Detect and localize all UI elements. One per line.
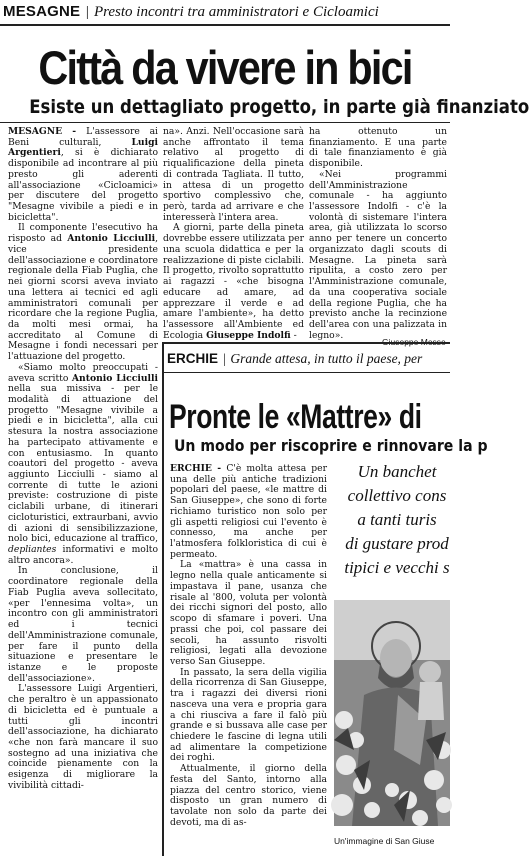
person-name: Luigi Argentieri [8, 136, 158, 159]
dateline: ERCHIE - [170, 463, 227, 474]
subhead-rule [0, 122, 450, 123]
paragraph: «Nei programmi dell'Amministrazione comunale - ha aggiunto l'assessore Indolfi - c'è la volontà di sistemare l'intera area, già utilizzata lo scorso anno per tenere un concerto organizzato dagli scouts di Mesagne. La pineta sarà ripulita, a costo zero per l'Amministrazione comunale, da una cooperativa sociale della regione Puglia, che ha previsto anche la recinzione dell'area con una palizzata in legno». [309, 168, 447, 341]
pull-quote-line: a tanti turis [357, 510, 437, 529]
pull-quote-line: di gustare prod [345, 534, 449, 553]
kicker-rule [164, 372, 450, 373]
person-name: Antonio Licciulli [67, 233, 156, 245]
paragraph: L'assessore Luigi Argentieri, che peraltro è un appassionato di bicicletta ed è puntuale a tutti gli incontri dell'associazione, ha dichiarato «che non farà mancare il suo sostegno ad una iniziativa che coincide pienamente con la esigenza di migliorare la vivibilità cittadi- [8, 683, 158, 791]
pull-quote [332, 460, 462, 580]
kicker-text: Presto incontri tra amministratori e Cicloamici [93, 4, 379, 20]
person-name: Antonio Licciulli [71, 372, 158, 384]
kicker-location: ERCHIE [167, 351, 219, 366]
saint-statue-photo [334, 600, 450, 826]
kicker-text: Grande attesa, in tutto il paese, per [230, 351, 423, 366]
pull-quote-line: Un banchet [357, 462, 437, 481]
article1-kicker [3, 0, 450, 24]
paragraph: ha ottenuto un finanziamento. E una parte di tale finanziamento è già disponibile. [309, 126, 447, 170]
pull-quote-line: tipici e vecchi s [344, 558, 450, 577]
pull-quote-line: collettivo cons [347, 486, 447, 505]
paragraph: In conclusione, il coordinatore regionale della Fiab Puglia aveva sollecitato, «per l'ennesima volta», un incontro con gli amministratori ed i tecnici dell'Amministrazione comunale, per fare il punto della situazione e presentare le istanze e le proposte dell'associazione». [8, 565, 158, 684]
article2-kicker [167, 350, 467, 368]
top-rule [0, 24, 450, 26]
photo-caption: Un'immagine di San Giuse [334, 836, 435, 846]
dateline: MESAGNE - [8, 126, 87, 137]
paragraph: Il componente l'esecutivo ha risposto ad Antonio Licciulli, vice presidente dell'associazione e coordinatore regionale della Fiab Puglia, che nei giorni scorsi aveva inviato una lettera ai tecnici ed agli amministratori comunali per ricordare che la regione Puglia, da molti mesi ormai, ha accreditato al Comune di Mesagne i fondi necessari per l'attuazione del progetto. [8, 222, 158, 363]
article2-box [162, 342, 488, 856]
article1-column-1 [8, 127, 158, 856]
paragraph: La «mattra» è una cassa in legno nella quale anticamente si impastava il pane, usanza che risale al '800, voluta per volontà dei ricchi signori del posto, allo scopo di sfamare i poveri. Una prassi che poi, col passare dei secoli, ha assunto risvolti religiosi, legati alla devozione verso San Giuseppe. [170, 559, 327, 667]
box-rule-left [162, 342, 164, 856]
kicker-location: MESAGNE [3, 3, 81, 20]
kicker-separator: | [85, 4, 90, 20]
article2-headline: Pronte le «Mattre» di [169, 398, 422, 436]
paragraph: Attualmente, il giorno della festa del Santo, intorno alla piazza del centro storico, viene disposto un gran numero di tavolate non solo da parte dei devoti, ma di as- [170, 763, 327, 828]
box-rule-top [162, 342, 450, 344]
article1-column-3 [309, 126, 447, 341]
article2-column [170, 464, 327, 856]
paragraph: ERCHIE - C'è molta attesa per una delle più antiche tradizioni popolari del paese, «le mattre di San Giuseppe», che sono di forte richiamo turistico non solo per gli aspetti religiosi cui l'evento è connesso, ma anche per l'atmosfera folkloristica di cui è permeato. [170, 463, 327, 560]
article1-subhead: Esiste un dettagliato progetto, in parte già finanziato [29, 96, 529, 118]
article1-headline: Città da vivere in bici [38, 41, 412, 94]
person-name: Giuseppe Indolfi [206, 329, 291, 341]
article2-subhead: Un modo per riscoprire e rinnovare la p [174, 436, 488, 455]
paragraph: MESAGNE - L'assessore ai Beni culturali, Luigi Argentieri, si è dichiarato disponibile ad incontrare al più presto gli aderenti all'associazione «Cicloamici» per discutere del progetto "Mesagne vivibile a piedi e in bicicletta". [8, 126, 158, 223]
kicker-separator: | [222, 351, 227, 366]
paragraph: In passato, la sera della vigilia della ricorrenza di San Giuseppe, tra i ragazzi dei diversi rioni nasceva una vera e propria gara a chi riusciva a fare il falò più grande e si bussava alle case per chiedere le fascine di legna utili ad alimentare la competizione dei roghi. [170, 666, 327, 764]
paragraph: na». Anzi. Nell'occasione sarà anche affrontato il tema relativo al progetto di riqualificazione della pineta di contrada Tagliata. Il tutto, in attesa di un progetto sportivo complessivo che, però, tarda ad arrivare e che interesserà l'intera area. [163, 126, 304, 223]
paragraph: A giorni, parte della pineta dovrebbe essere utilizzata per una scuola didattica e per la realizzazione di piste ciclabili. Il progetto, rivolto soprattutto ai ragazzi - «che bisogna educare ad amare, ad apprezzare il verde e ad amare l'ambiente», ha detto l'assessore all'Ambiente ed Ecologia Giuseppe Indolfi - [163, 222, 304, 341]
article1-column-2 [163, 127, 304, 339]
paragraph: «Siamo molto preoccupati - aveva scritto Antonio Licciulli nella sua missiva - per le modalità di attuazione del progetto "Mesagne vivibile a piedi e in bicicletta", alla cui stesura la nostra associazione ha partecipato attivamente e con entusiasmo. In quanto coautori del progetto - aveva aggiunto Licciulli - siamo al corrente di tutte le azioni previste: costruzione di piste ciclabili urbane, di itinerari cicloturistici, extraurbani, avvio di azioni di sensibilizzazione, nolo bici, educazione al traffico, depliantes informativi e molto altro ancora». [8, 361, 158, 566]
